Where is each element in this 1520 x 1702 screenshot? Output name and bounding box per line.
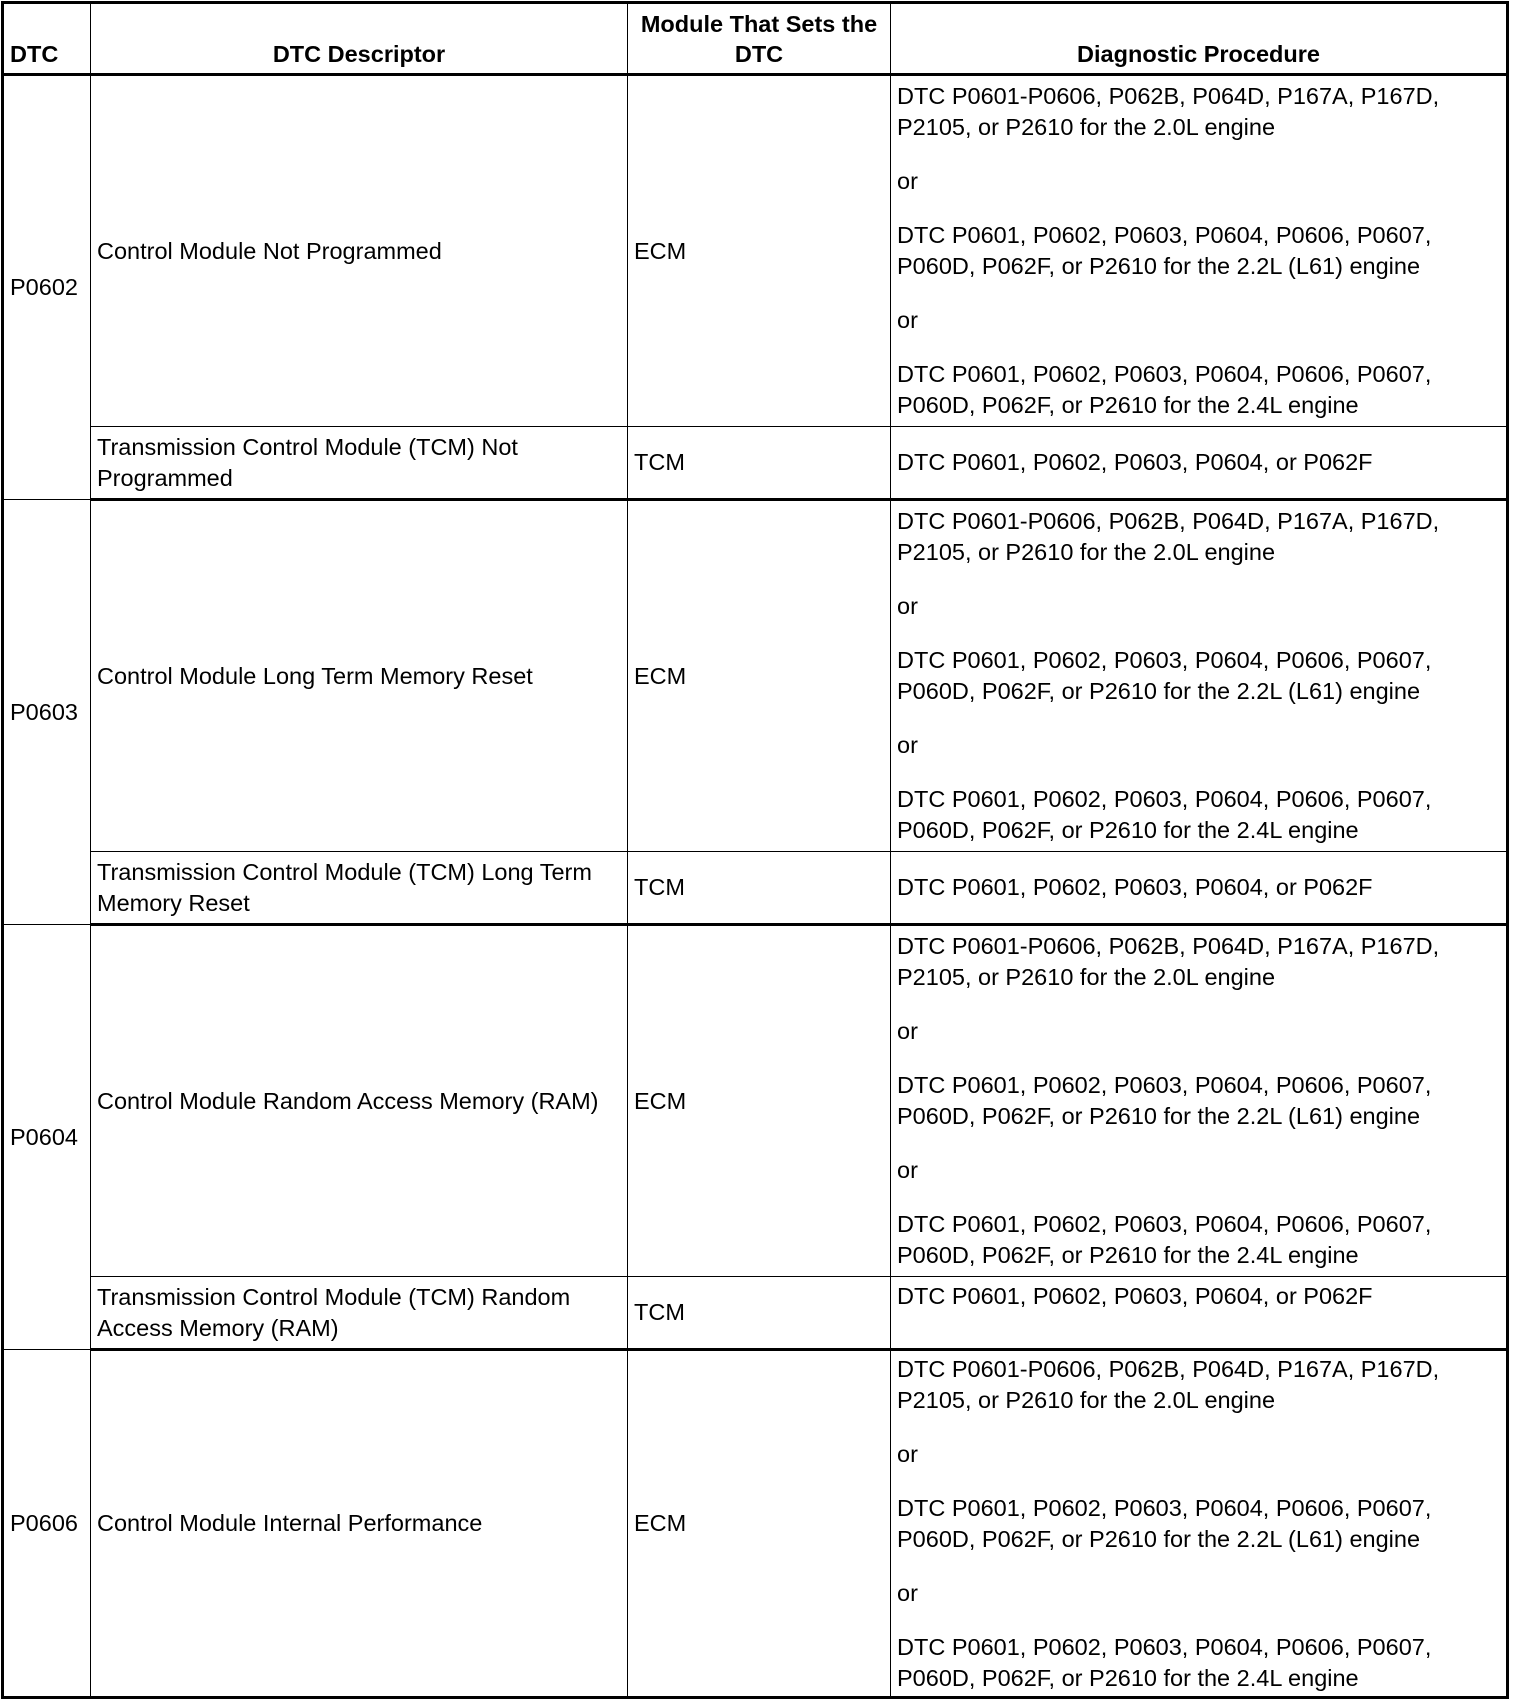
procedure-2-2l: DTC P0601, P0602, P0603, P0604, P0606, P0607, P060D, P062F, or P2610 for the 2.2L (L61) engine (897, 1494, 1432, 1552)
procedure-or: or (897, 732, 918, 758)
procedure-2-2l: DTC P0601, P0602, P0603, P0604, P0606, P0607, P060D, P062F, or P2610 for the 2.2L (L61) engine (897, 222, 1432, 279)
procedure-2-2l: DTC P0601, P0602, P0603, P0604, P0606, P0607, P060D, P062F, or P2610 for the 2.2L (L61) engine (897, 1072, 1432, 1129)
diagnostic-procedure (891, 1350, 1508, 1698)
header-descriptor: DTC Descriptor (91, 3, 628, 75)
procedure-or: or (897, 1440, 918, 1467)
procedure-2-0l: DTC P0601-P0606, P062B, P064D, P167A, P167D, P2105, or P2610 for the 2.0L engine (897, 1355, 1440, 1413)
setting-module: ECM (628, 925, 891, 1277)
setting-module: TCM (628, 427, 891, 500)
procedure-or: or (897, 1579, 918, 1606)
header-procedure: Diagnostic Procedure (891, 3, 1508, 75)
diagnostic-procedure: DTC P0601, P0602, P0603, P0604, or P062F (891, 427, 1508, 500)
dtc-code: P0602 (3, 75, 91, 500)
table-row (3, 925, 1508, 1277)
table-row (3, 75, 1508, 427)
header-module: Module That Sets the DTC (628, 3, 891, 75)
table-row (3, 500, 1508, 852)
setting-module: TCM (628, 1277, 891, 1350)
procedure-or: or (897, 307, 918, 333)
procedure-2-2l: DTC P0601, P0602, P0603, P0604, P0606, P0607, P060D, P062F, or P2610 for the 2.2L (L61) engine (897, 647, 1432, 704)
procedure-or: or (897, 593, 918, 619)
procedure-2-4l: DTC P0601, P0602, P0603, P0604, P0606, P0607, P060D, P062F, or P2610 for the 2.4L engine (897, 786, 1432, 843)
dtc-descriptor: Control Module Not Programmed (91, 75, 628, 427)
dtc-table (1, 1, 1509, 1699)
dtc-code: P0603 (3, 500, 91, 925)
dtc-descriptor: Control Module Random Access Memory (RAM) (91, 925, 628, 1277)
procedure-or: or (897, 1157, 918, 1183)
table-row (3, 427, 1508, 500)
dtc-code: P0604 (3, 925, 91, 1350)
table-row (3, 1350, 1508, 1698)
table-row (3, 1277, 1508, 1350)
dtc-descriptor: Control Module Internal Performance (91, 1350, 628, 1698)
dtc-table-container (1, 1, 1506, 1699)
procedure-2-0l: DTC P0601-P0606, P062B, P064D, P167A, P167D, P2105, or P2610 for the 2.0L engine (897, 508, 1440, 565)
dtc-descriptor: Transmission Control Module (TCM) Random Access Memory (RAM) (91, 1277, 628, 1350)
diagnostic-procedure: DTC P0601, P0602, P0603, P0604, or P062F (891, 852, 1508, 925)
procedure-2-4l: DTC P0601, P0602, P0603, P0604, P0606, P0607, P060D, P062F, or P2610 for the 2.4L engine (897, 1211, 1432, 1268)
procedure-or: or (897, 168, 918, 194)
procedure-2-0l: DTC P0601-P0606, P062B, P064D, P167A, P167D, P2105, or P2610 for the 2.0L engine (897, 83, 1440, 140)
header-row (3, 3, 1508, 75)
setting-module: ECM (628, 75, 891, 427)
procedure-2-4l: DTC P0601, P0602, P0603, P0604, P0606, P0607, P060D, P062F, or P2610 for the 2.4L engine (897, 361, 1432, 418)
dtc-descriptor: Transmission Control Module (TCM) Not Programmed (91, 427, 628, 500)
procedure-2-4l: DTC P0601, P0602, P0603, P0604, P0606, P0607, P060D, P062F, or P2610 for the 2.4L engine (897, 1633, 1432, 1691)
procedure-or: or (897, 1018, 918, 1044)
dtc-code: P0606 (3, 1350, 91, 1698)
diagnostic-procedure (891, 75, 1508, 427)
dtc-descriptor: Transmission Control Module (TCM) Long Term Memory Reset (91, 852, 628, 925)
diagnostic-procedure (891, 500, 1508, 852)
diagnostic-procedure: DTC P0601, P0602, P0603, P0604, or P062F (891, 1277, 1508, 1350)
procedure-2-0l: DTC P0601-P0606, P062B, P064D, P167A, P167D, P2105, or P2610 for the 2.0L engine (897, 933, 1440, 990)
setting-module: TCM (628, 852, 891, 925)
setting-module: ECM (628, 500, 891, 852)
dtc-descriptor: Control Module Long Term Memory Reset (91, 500, 628, 852)
table-row (3, 852, 1508, 925)
diagnostic-procedure (891, 925, 1508, 1277)
setting-module: ECM (628, 1350, 891, 1698)
header-dtc: DTC (3, 3, 91, 75)
